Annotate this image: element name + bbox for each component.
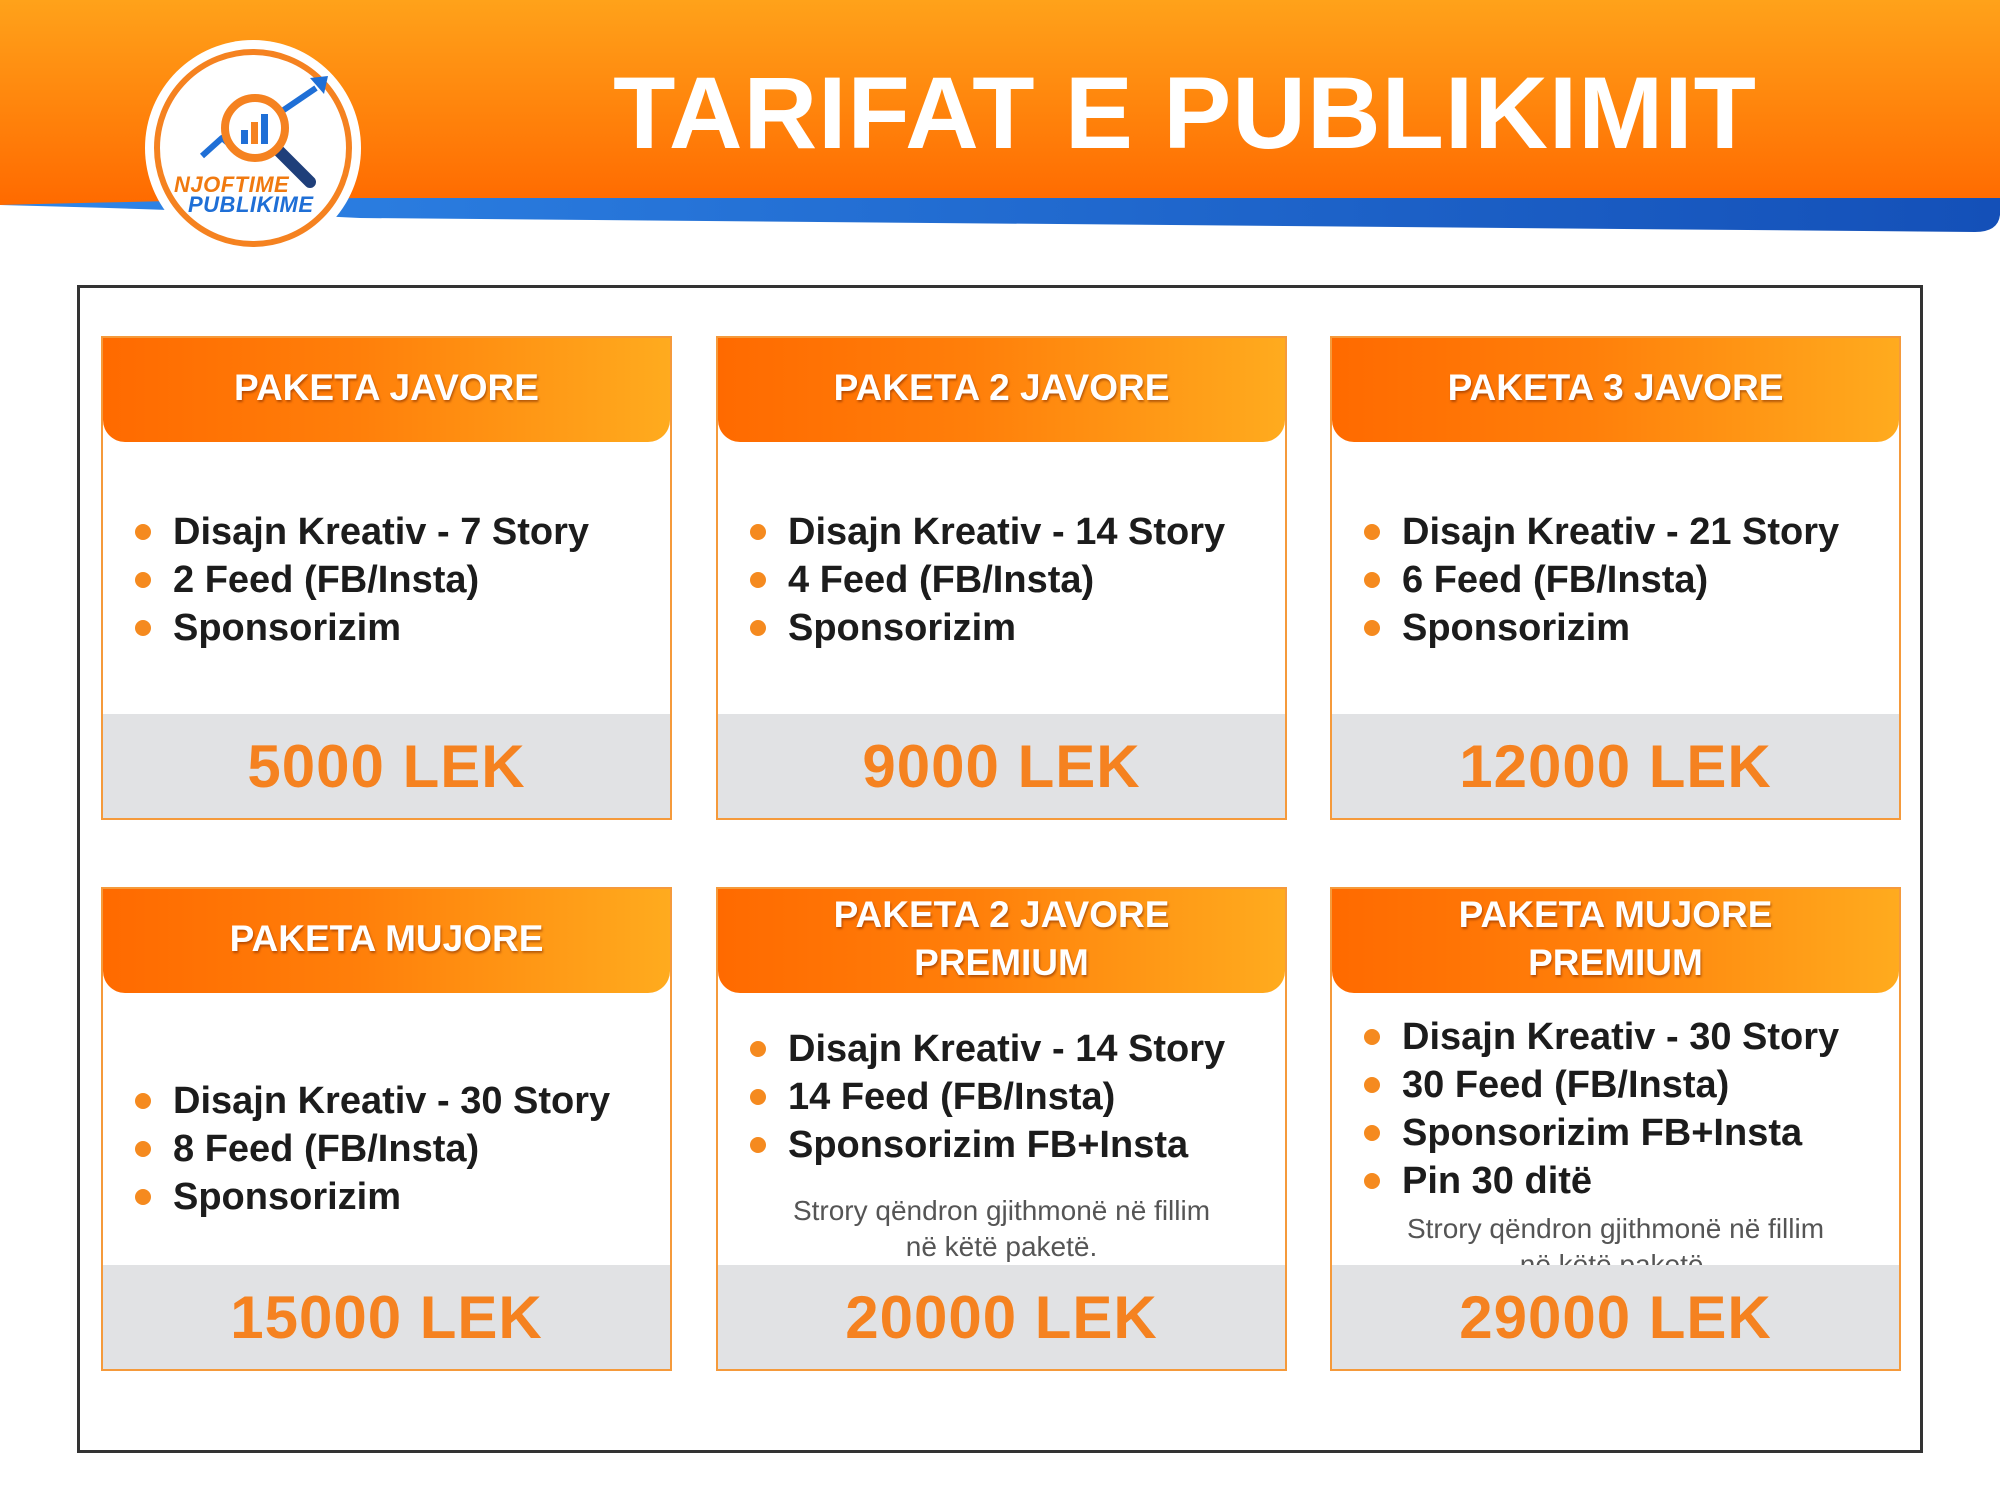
package-card [101,336,672,820]
package-title [718,338,1285,442]
package-title [1332,889,1899,993]
package-price: 15000 LEK [103,1265,670,1369]
feature-item: 6 Feed (FB/Insta) [1364,556,1839,604]
bullet-icon [750,572,766,588]
magnifier-chart-icon [138,38,368,258]
package-title-line: PAKETA 2 JAVORE [833,894,1170,935]
package-title [718,889,1285,993]
feature-item: Sponsorizim [750,604,1225,652]
package-price: 9000 LEK [718,714,1285,818]
feature-item: 14 Feed (FB/Insta) [750,1073,1225,1121]
bullet-icon [1364,1077,1380,1093]
feature-item: Disajn Kreativ - 21 Story [1364,508,1839,556]
package-note [718,1193,1285,1265]
package-card [101,887,672,1371]
feature-list [1364,508,1839,652]
feature-list [750,508,1225,652]
feature-item: Disajn Kreativ - 30 Story [135,1077,610,1125]
feature-item: 2 Feed (FB/Insta) [135,556,589,604]
package-title-line: PAKETA JAVORE [234,367,539,408]
feature-item: Disajn Kreativ - 14 Story [750,508,1225,556]
feature-item: Disajn Kreativ - 14 Story [750,1025,1225,1073]
bullet-icon [135,1189,151,1205]
logo-text-line1: NJOFTIME [174,172,290,197]
package-title [1332,338,1899,442]
package-price: 29000 LEK [1332,1265,1899,1369]
package-card [716,887,1287,1371]
package-title [103,889,670,993]
bullet-icon [135,1093,151,1109]
feature-item: Sponsorizim [1364,604,1839,652]
bullet-icon [750,1089,766,1105]
logo [138,38,368,258]
package-price: 20000 LEK [718,1265,1285,1369]
bullet-icon [1364,620,1380,636]
feature-item: Sponsorizim FB+Insta [1364,1109,1839,1157]
package-card [1330,887,1901,1371]
feature-item: Disajn Kreativ - 7 Story [135,508,589,556]
logo-text-line2: PUBLIKIME [188,192,314,217]
package-title-line: PAKETA MUJORE [229,918,544,959]
bullet-icon [750,524,766,540]
bullet-icon [1364,1029,1380,1045]
feature-item: Sponsorizim [135,604,589,652]
package-price: 5000 LEK [103,714,670,818]
bullet-icon [750,620,766,636]
bullet-icon [135,620,151,636]
bullet-icon [135,572,151,588]
bullet-icon [750,1137,766,1153]
feature-item: Sponsorizim FB+Insta [750,1121,1225,1169]
package-note-line: Strory qëndron gjithmonë në fillim [792,1195,1211,1226]
package-note-line: Strory qëndron gjithmonë në fillim [1406,1213,1825,1244]
bullet-icon [1364,572,1380,588]
bullet-icon [1364,524,1380,540]
feature-item: 4 Feed (FB/Insta) [750,556,1225,604]
page-title: TARIFAT E PUBLIKIMIT [613,56,1757,170]
package-note-line: në këtë paketë. [905,1231,1098,1262]
package-title-line: PAKETA 3 JAVORE [1447,367,1784,408]
bullet-icon [135,1141,151,1157]
bullet-icon [1364,1173,1380,1189]
feature-item: Disajn Kreativ - 30 Story [1364,1013,1839,1061]
feature-list [750,1025,1225,1169]
feature-list [135,1077,610,1221]
feature-item: Pin 30 ditë [1364,1157,1839,1205]
package-title-line: PAKETA MUJORE [1458,894,1773,935]
feature-list [1364,1013,1839,1205]
bullet-icon [750,1041,766,1057]
package-title-line: PAKETA 2 JAVORE [833,367,1170,408]
feature-item: 30 Feed (FB/Insta) [1364,1061,1839,1109]
package-price: 12000 LEK [1332,714,1899,818]
feature-item: 8 Feed (FB/Insta) [135,1125,610,1173]
pricing-frame [77,285,1923,1453]
bullet-icon [135,524,151,540]
package-title-line: PREMIUM [1528,942,1703,983]
package-title-line: PREMIUM [914,942,1089,983]
bullet-icon [1364,1125,1380,1141]
feature-list [135,508,589,652]
package-card [1330,336,1901,820]
package-title [103,338,670,442]
package-card [716,336,1287,820]
feature-item: Sponsorizim [135,1173,610,1221]
